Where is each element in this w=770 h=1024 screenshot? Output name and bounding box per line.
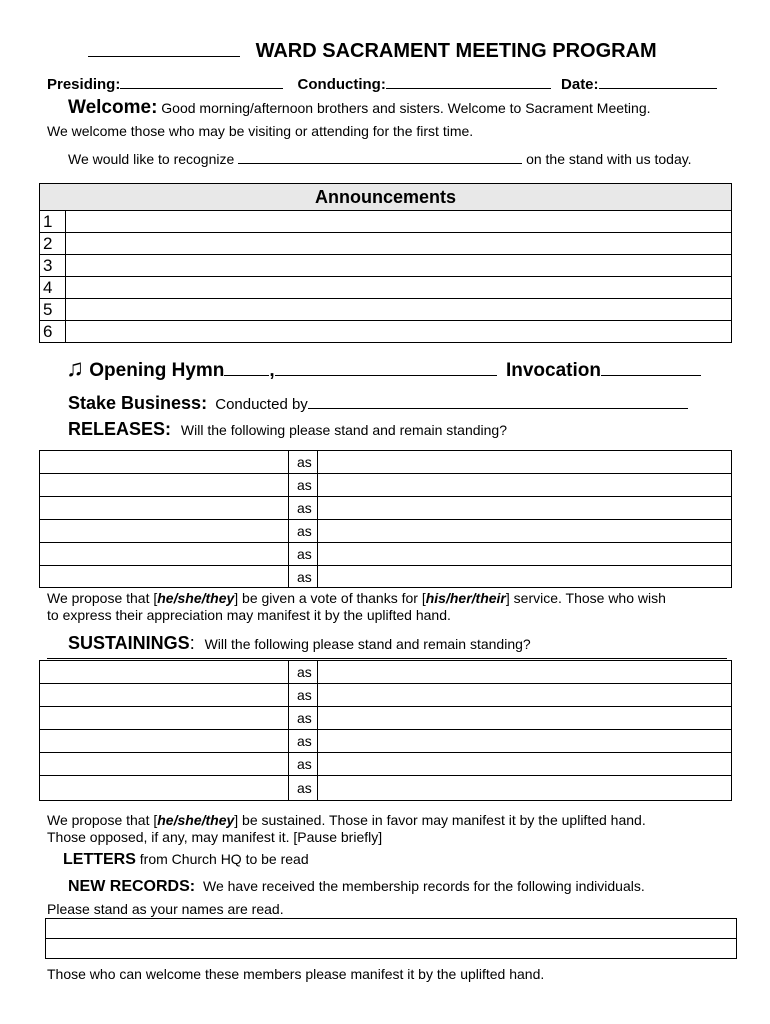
hymn-title-blank[interactable] [275, 375, 497, 376]
sustaining-calling-field[interactable] [318, 753, 732, 776]
sustainings-heading: SUSTAININGS [68, 633, 190, 653]
stake-business-heading: Stake Business: [68, 393, 208, 413]
sustaining-as-label: as [289, 684, 318, 707]
new-records-table [45, 918, 737, 959]
recognize-blank[interactable] [238, 163, 522, 164]
program-title: WARD SACRAMENT MEETING PROGRAM [255, 40, 657, 62]
sustaining-as-label: as [289, 707, 318, 730]
release-calling-field[interactable] [318, 566, 732, 588]
release-as-label: as [289, 543, 318, 566]
release-as-label: as [289, 451, 318, 474]
vote-text-2: ] be given a vote of thanks for [ [234, 590, 426, 606]
sustaining-calling-field[interactable] [318, 730, 732, 753]
announcement-field[interactable] [66, 211, 732, 233]
sustaining-name-field[interactable] [40, 753, 289, 776]
stake-business-line [68, 393, 688, 414]
release-name-field[interactable] [40, 543, 289, 566]
recognize-start: We would like to recognize [68, 151, 235, 167]
announcements-table [39, 183, 732, 343]
invocation-blank[interactable] [601, 375, 701, 376]
hymn-line [66, 355, 701, 383]
vote-pronoun: he/she/they [157, 590, 235, 606]
announcement-number: 4 [40, 277, 66, 299]
release-calling-field[interactable] [318, 451, 732, 474]
vote-possessive: his/her/their [425, 590, 506, 606]
release-calling-field[interactable] [318, 520, 732, 543]
sustain-text-2: ] be sustained. Those in favor may manifest it by the uplifted hand. [234, 812, 646, 828]
sustainings-table [39, 660, 732, 801]
release-name-field[interactable] [40, 497, 289, 520]
announcement-number: 3 [40, 255, 66, 277]
presiding-label: Presiding: [47, 76, 121, 93]
ward-name-blank[interactable] [88, 56, 240, 57]
new-records-line2: Please stand as your names are read. [47, 901, 284, 917]
announcement-field[interactable] [66, 233, 732, 255]
sustaining-name-field[interactable] [40, 684, 289, 707]
welcome-heading: Welcome: [68, 97, 158, 118]
music-note-icon: ♫ [66, 355, 84, 382]
releases-heading: RELEASES: [68, 419, 172, 439]
vote-text-3: ] service. Those who wish [505, 590, 666, 606]
conducting-label: Conducting: [297, 76, 386, 93]
announcement-number: 2 [40, 233, 66, 255]
release-as-label: as [289, 497, 318, 520]
hymn-comma: , [269, 360, 275, 381]
releases-table [39, 450, 732, 588]
sustainings-text: Will the following please stand and remain standing? [204, 636, 531, 652]
sustaining-calling-field[interactable] [318, 776, 732, 801]
release-calling-field[interactable] [318, 497, 732, 520]
recognize-line [68, 151, 692, 167]
opening-hymn-label: Opening Hymn [89, 360, 225, 381]
recognize-end: on the stand with us today. [526, 151, 692, 167]
letters-heading: LETTERS [63, 851, 136, 868]
date-label: Date: [561, 76, 599, 93]
new-records-heading: NEW RECORDS: [68, 878, 196, 895]
welcome-text: Good morning/afternoon brothers and sisters. Welcome to Sacrament Meeting. [161, 100, 651, 116]
sustain-proposal-line2: Those opposed, if any, may manifest it. [Pause briefly] [47, 829, 383, 845]
release-name-field[interactable] [40, 566, 289, 588]
welcome-line2: We welcome those who may be visiting or attending for the first time. [47, 123, 474, 139]
sustaining-calling-field[interactable] [318, 684, 732, 707]
sustaining-as-label: as [289, 753, 318, 776]
date-blank[interactable] [599, 88, 717, 89]
sustain-proposal-text [47, 812, 646, 828]
releases-line [68, 419, 507, 440]
sustain-text-1: We propose that [ [47, 812, 158, 828]
sustainings-rule [47, 658, 727, 659]
release-calling-field[interactable] [318, 543, 732, 566]
vote-of-thanks-line2: to express their appreciation may manifest it by the uplifted hand. [47, 607, 451, 623]
sustainings-line [68, 633, 531, 654]
vote-of-thanks-text [47, 590, 666, 606]
letters-text: from Church HQ to be read [139, 851, 309, 867]
conducting-blank[interactable] [386, 88, 551, 89]
sustaining-name-field[interactable] [40, 661, 289, 684]
new-records-text: We have received the membership records for the following individuals. [203, 878, 645, 894]
announcement-number: 6 [40, 321, 66, 343]
release-name-field[interactable] [40, 520, 289, 543]
new-records-line [68, 878, 645, 896]
sustaining-calling-field[interactable] [318, 707, 732, 730]
release-as-label: as [289, 566, 318, 588]
release-name-field[interactable] [40, 474, 289, 497]
release-as-label: as [289, 474, 318, 497]
sustaining-name-field[interactable] [40, 707, 289, 730]
sustaining-as-label: as [289, 730, 318, 753]
hymn-number-blank[interactable] [224, 375, 269, 376]
announcement-number: 5 [40, 299, 66, 321]
new-record-name-field[interactable] [46, 919, 737, 939]
sustainings-colon: : [189, 633, 195, 653]
program-title-line [88, 40, 657, 63]
release-calling-field[interactable] [318, 474, 732, 497]
header-row [47, 76, 717, 93]
announcements-heading: Announcements [40, 184, 732, 211]
sustain-pronoun: he/she/they [157, 812, 235, 828]
letters-line [63, 851, 309, 869]
vote-text-1: We propose that [ [47, 590, 158, 606]
releases-text: Will the following please stand and remain standing? [180, 422, 508, 438]
invocation-label: Invocation [505, 360, 601, 381]
new-records-closing: Those who can welcome these members please manifest it by the uplifted hand. [47, 966, 545, 982]
sustaining-calling-field[interactable] [318, 661, 732, 684]
presiding-blank[interactable] [120, 88, 283, 89]
release-name-field[interactable] [40, 451, 289, 474]
stake-conductor-blank[interactable] [308, 408, 688, 409]
sustaining-as-label: as [289, 776, 318, 801]
announcement-field[interactable] [66, 299, 732, 321]
announcement-field[interactable] [66, 277, 732, 299]
sustaining-name-field[interactable] [40, 730, 289, 753]
announcement-number: 1 [40, 211, 66, 233]
sustaining-as-label: as [289, 661, 318, 684]
announcement-field[interactable] [66, 321, 732, 343]
new-record-name-field[interactable] [46, 939, 737, 959]
welcome-line [68, 97, 651, 119]
release-as-label: as [289, 520, 318, 543]
sustaining-name-field[interactable] [40, 776, 289, 801]
announcement-field[interactable] [66, 255, 732, 277]
stake-business-text: Conducted by [215, 396, 308, 413]
